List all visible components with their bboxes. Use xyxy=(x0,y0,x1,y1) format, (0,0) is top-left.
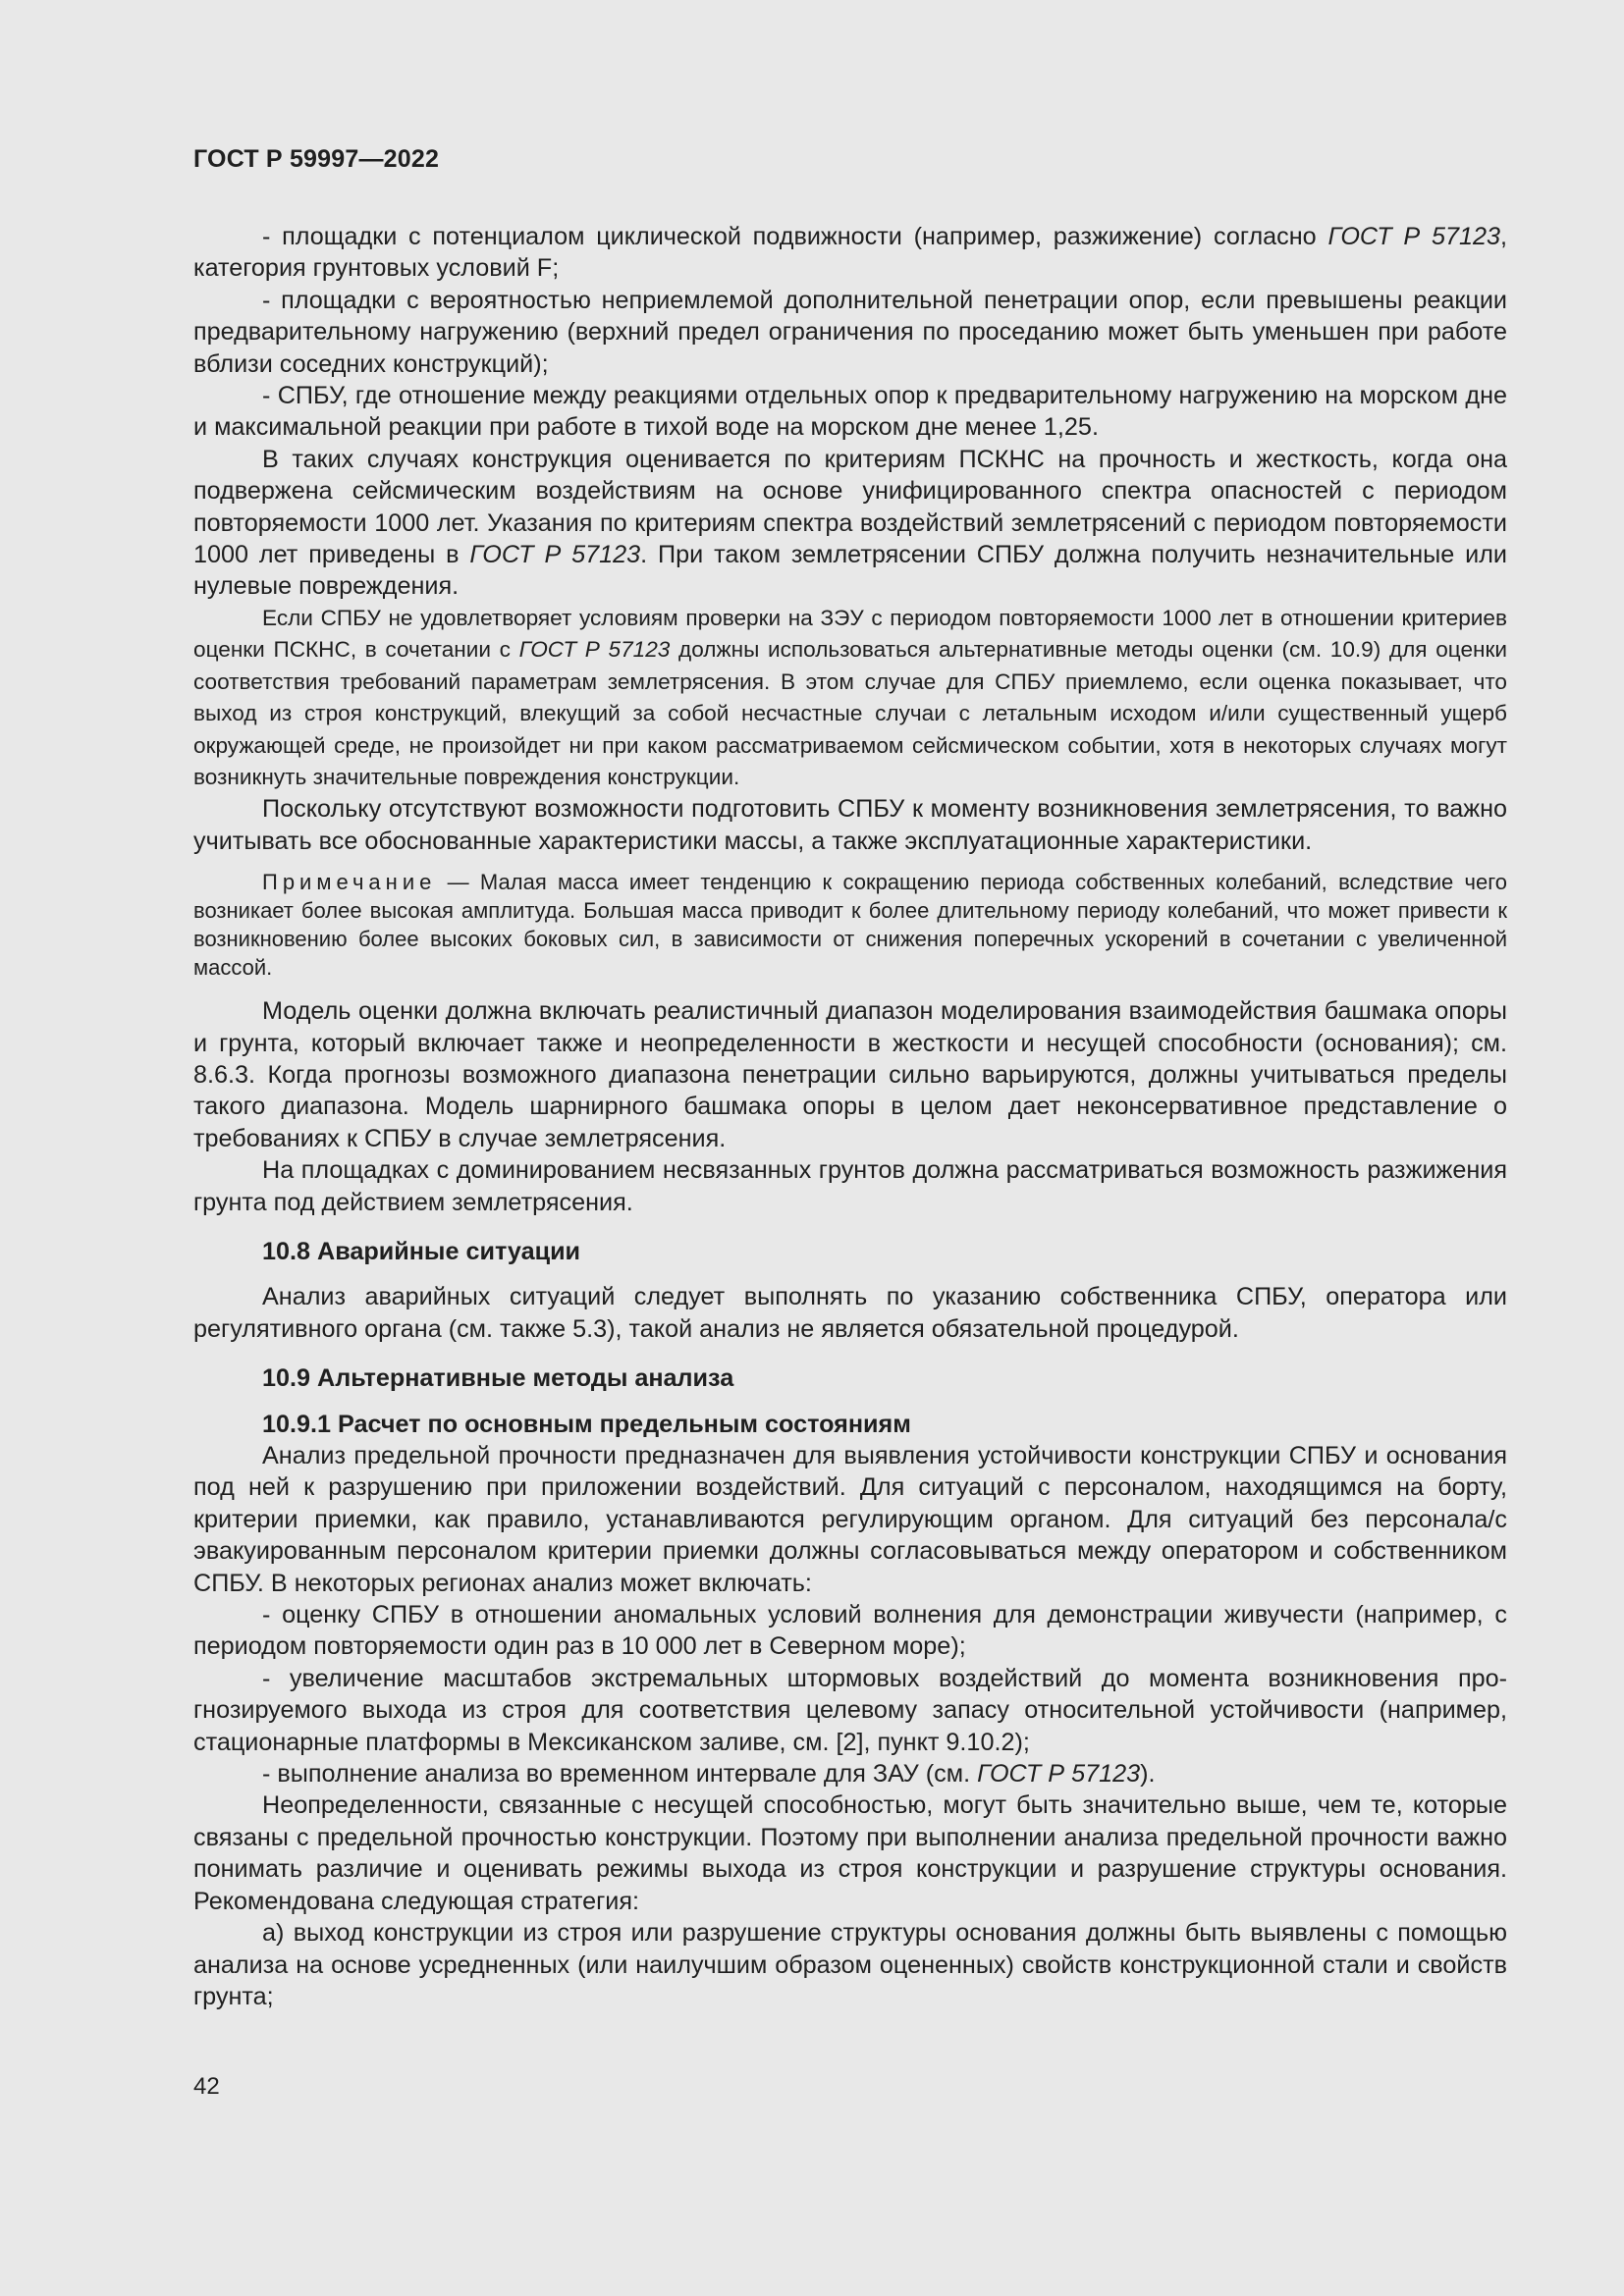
list-item: а) выход конструкции из строя или разрушение структуры основания должны быть выявлены с помощью анализа на основе усредненных (или наилучшим образом оцененных) свойств конструкционной стали и свойств грунта; xyxy=(193,1919,1507,2010)
section-heading: 10.9 Альтернативные методы анализа xyxy=(262,1364,734,1393)
list-item: - увеличение масштабов экстремальных штормовых воздействий до момента возникновения прогнозируемого выхода из строя для соответствия целевому запасу относительной устойчивости (например, стационарные платформы в Мексиканском заливе, см. [2], пункт 9.10.2); xyxy=(193,1664,1507,1756)
paragraph: Поскольку отсутствуют возможности подготовить СПБУ к моменту возникновения землетрясения, то важно учитывать все обоснованные характеристики массы, а также эксплуатационные характеристики. xyxy=(193,795,1507,855)
paragraph: На площадках с доминированием несвязанных грунтов должна рассматриваться возможность разжижения грунта под действием землетрясения. xyxy=(193,1156,1507,1216)
subsection-heading: 10.9.1 Расчет по основным предельным состояниям xyxy=(262,1410,911,1438)
note xyxy=(193,868,1507,982)
paragraph: В таких случаях конструкция оценивается по критериям ПСКНС на прочность и жесткость, когда она подвержена сейсмическим воздействиям на основе унифицированного спектра опасностей с периодом повторяемости 1000 лет. Указания по критериям спектра воздействий землетрясений с периодом повторяемости 1000 лет приведены в ГОСТ Р 57123. При таком землетрясении СПБУ должна получить незначительные или нулевые повреждения. xyxy=(193,445,1508,601)
paragraph: Если СПБУ не удовлетворяет условиям проверки на ЗЭУ с периодом повторяемости 1000 лет в отношении критериев оценки ПСКНС, в сочетании с ГОСТ Р 57123 должны использоваться альтернативные методы оценки (см. 10.9) для оценки соответствия требований параметрам землетрясения. В этом случае для СПБУ приемлемо, если оценка показывает, что выход из строя конструкций, влекущий за собой несчастные случаи с летальным исходом и/или существенный ущерб окружающей среде, не произойдет ни при каком рассматриваемом сейсмическом событии, хотя в некоторых случаях могут возникнуть значительные повреждения конструкции. xyxy=(193,605,1508,789)
paragraph: Неопределенности, связанные с несущей способностью, могут быть значительно выше, чем те, которые связаны с предельной прочностью конструкции. Поэтому при выполнении анализа предельной прочности важно понимать различие и оценивать режимы выхода из строя конструкции и разрушение структуры основания. Рекомендована следующая стратегия: xyxy=(193,1791,1507,1915)
paragraph: Модель оценки должна включать реалистичный диапазон моделирования взаимодействия башмака опоры и грунта, который включает также и неопределенности в жесткости и несущей способности (основания); см. 8.6.3. Когда прогнозы возможного диапазона пенетрации сильно варьируются, должны учитываться пределы такого диапазона. Модель шарнирного башмака опоры в целом дает неконсервативное представление о требованиях к СПБУ в случае землетрясения. xyxy=(193,997,1507,1152)
paragraph: Анализ аварийных ситуаций следует выполнять по указанию собственника СПБУ, оператора или регулятивного органа (см. также 5.3), такой анализ не является обязательной процедурой. xyxy=(193,1283,1507,1343)
document-header: ГОСТ Р 59997—2022 xyxy=(193,145,440,173)
document-page xyxy=(193,145,1507,2012)
list-item: - оценку СПБУ в отношении аномальных условий волнения для демонстрации живучести (например, с периодом повторяемости один раз в 10 000 лет в Северном море); xyxy=(193,1601,1507,1661)
paragraph: - площадки с вероятностью неприемлемой дополнительной пенетрации опор, если превышены реакции предварительному нагружению (верхний предел ограничения по проседанию может быть уменьшен при работе вблизи соседних конструкций); xyxy=(193,286,1507,378)
paragraph: Анализ предельной прочности предназначен для выявления устойчивости конструкции СПБУ и основания под ней к разрушению при приложении воздействий. Для ситуаций с персоналом, находящимся на борту, критерии приемки, как правило, устанавливаются регулирующим органом. Для ситуаций без персонала/с эвакуированным персоналом критерии приемки должны согласовываться между оператором и собственником СПБУ. В некоторых регионах анализ может включать: xyxy=(193,1442,1507,1597)
paragraph: - площадки с потенциалом циклической подвижности (например, разжижение) согласно ГОСТ Р 57123, категория грунтовых условий F; xyxy=(193,223,1508,283)
page-number: 42 xyxy=(193,2073,220,2100)
section-heading: 10.8 Аварийные ситуации xyxy=(262,1237,581,1265)
paragraph: - СПБУ, где отношение между реакциями отдельных опор к предварительному нагружению на морском дне и максимальной реакции при работе в тихой воде на морском дне менее 1,25. xyxy=(193,382,1507,442)
note-label: Примечание xyxy=(262,870,437,895)
list-item: - выполнение анализа во временном интервале для ЗАУ (см. ГОСТ Р 57123). xyxy=(262,1760,1156,1789)
note-text: — Малая масса имеет тенденцию к сокращению периода собственных колебаний, вследствие чего возникает более высокая амплитуда. Большая масса приводит к более длительному периоду колебаний, что может привести к возникновению более высоких боковых сил, в зависимости от снижения поперечных ускорений в сочетании с увеличенной массой. xyxy=(193,870,1507,981)
